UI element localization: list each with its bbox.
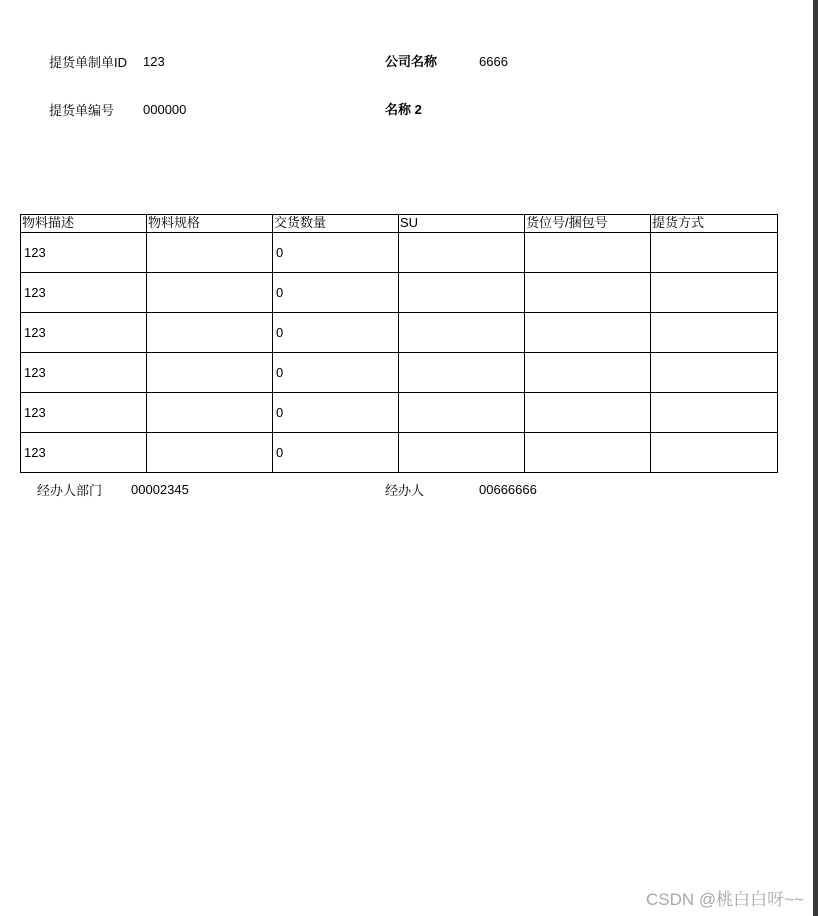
- table-row: [21, 233, 778, 273]
- column-header: SU: [399, 215, 525, 233]
- watermark: CSDN @桃白白呀~~: [645, 890, 804, 909]
- table-cell: 123: [21, 233, 147, 273]
- handler-value: 00666666: [479, 482, 537, 497]
- table-cell: [399, 433, 525, 473]
- table-cell: 0: [273, 273, 399, 313]
- table-cell: 0: [273, 393, 399, 433]
- page-edge: [813, 0, 818, 916]
- company-label: 公司名称: [385, 54, 438, 69]
- dept-value: 00002345: [131, 482, 189, 497]
- table-cell: [525, 433, 651, 473]
- table-cell: [399, 393, 525, 433]
- table-cell: [399, 273, 525, 313]
- order-id-label: 提货单制单ID: [49, 55, 128, 70]
- table-cell: 0: [273, 433, 399, 473]
- table-row: [21, 313, 778, 353]
- table-cell: [147, 233, 273, 273]
- table-cell: [651, 273, 778, 313]
- table-cell: [147, 313, 273, 353]
- table-cell: [399, 353, 525, 393]
- table-cell: 0: [273, 313, 399, 353]
- table-cell: [147, 353, 273, 393]
- order-no-label: 提货单编号: [49, 103, 115, 118]
- table-cell: [525, 313, 651, 353]
- company-value: 6666: [479, 54, 508, 69]
- table-cell: [399, 313, 525, 353]
- table-row: [21, 273, 778, 313]
- table-cell: 123: [21, 433, 147, 473]
- table-cell: [147, 273, 273, 313]
- table-cell: 123: [21, 313, 147, 353]
- table-cell: [399, 233, 525, 273]
- table-row: [21, 353, 778, 393]
- table-cell: 123: [21, 353, 147, 393]
- table-cell: [147, 433, 273, 473]
- column-header: 提货方式: [651, 215, 778, 233]
- table-cell: [651, 393, 778, 433]
- table-cell: [525, 273, 651, 313]
- table-cell: [651, 233, 778, 273]
- column-header: 物料规格: [147, 215, 273, 233]
- order-id-value: 123: [143, 54, 165, 69]
- table-cell: [651, 433, 778, 473]
- table-cell: 123: [21, 273, 147, 313]
- items-table: [20, 214, 778, 473]
- table-row: [21, 393, 778, 433]
- table-cell: [525, 353, 651, 393]
- order-no-value: 000000: [143, 102, 187, 117]
- table-cell: 0: [273, 353, 399, 393]
- column-header: 交货数量: [273, 215, 399, 233]
- table-cell: 123: [21, 393, 147, 433]
- table-cell: [147, 393, 273, 433]
- table-cell: [651, 313, 778, 353]
- table-cell: [525, 233, 651, 273]
- table-row: [21, 433, 778, 473]
- dept-label: 经办人部门: [37, 483, 103, 498]
- table-cell: 0: [273, 233, 399, 273]
- column-header: 物料描述: [21, 215, 147, 233]
- table-cell: [525, 393, 651, 433]
- table-cell: [651, 353, 778, 393]
- table-header-row: [21, 215, 778, 233]
- handler-label: 经办人: [385, 483, 425, 498]
- column-header: 货位号/捆包号: [525, 215, 651, 233]
- name2-label: 名称 2: [385, 102, 422, 117]
